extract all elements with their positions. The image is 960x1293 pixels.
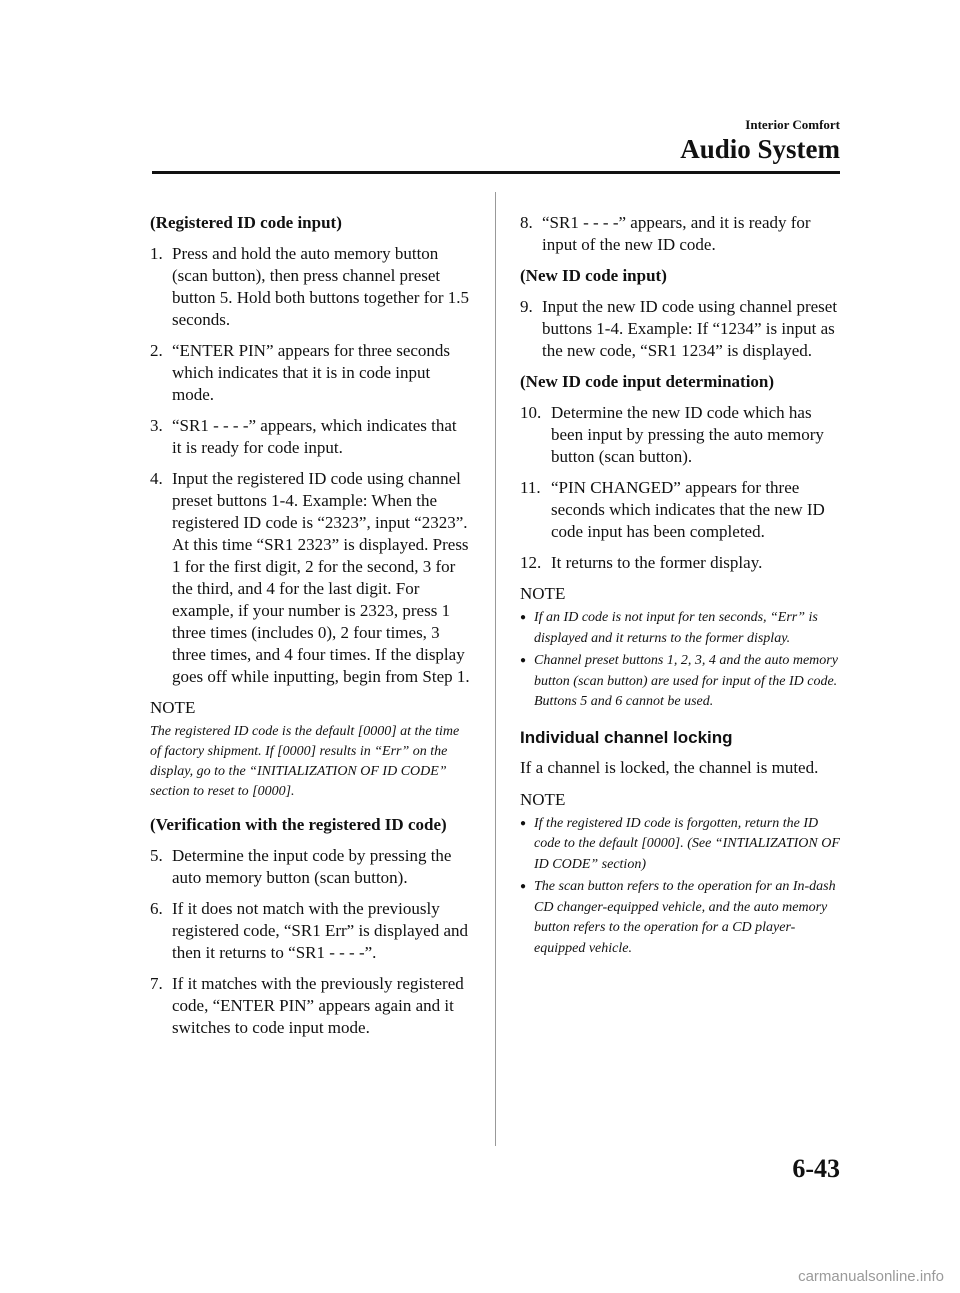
step-11 xyxy=(520,477,840,543)
step-text: “ENTER PIN” appears for three seconds which indicates that it is in code input mode. xyxy=(172,341,451,404)
step-1 xyxy=(150,243,470,331)
step-number: 4. xyxy=(150,469,163,488)
step-number: 5. xyxy=(150,846,163,865)
note-label: NOTE xyxy=(150,698,196,717)
step-10 xyxy=(520,402,840,468)
verification-heading: (Verification with the registered ID code) xyxy=(150,815,447,834)
header-section-label: Interior Comfort xyxy=(745,117,840,132)
note-text: The registered ID code is the default [0000] at the time of factory shipment. If [0000] results in “Err” on the display, go to the “INITIALIZATION OF ID CODE” section to reset to [0000]. xyxy=(150,724,460,799)
step-number: 8. xyxy=(520,213,533,232)
step-number: 11. xyxy=(520,478,541,497)
bullet-icon: ● xyxy=(520,881,527,892)
bullet-icon: ● xyxy=(520,655,527,666)
step-number: 7. xyxy=(150,974,163,993)
note-list xyxy=(520,608,840,713)
note-label: NOTE xyxy=(520,789,566,809)
note-item-text: Channel preset buttons 1, 2, 3, 4 and the auto memory button (scan button) are used for input of the ID code. Buttons 5 and 6 cannot be used. xyxy=(534,653,838,709)
step-7 xyxy=(150,973,470,1039)
step-text: Determine the input code by pressing the auto memory button (scan button). xyxy=(172,846,452,887)
note-item-text: If an ID code is not input for ten seconds, “Err” is displayed and it returns to the former display. xyxy=(534,610,818,646)
registered-id-heading: (Registered ID code input) xyxy=(150,213,342,232)
note-item xyxy=(520,651,840,713)
step-text: “SR1 - - - -” appears, which indicates that it is ready for code input. xyxy=(172,416,457,457)
bullet-icon: ● xyxy=(520,612,527,623)
step-6 xyxy=(150,898,470,964)
note-item xyxy=(520,877,840,959)
channel-locking-text: If a channel is locked, the channel is muted. xyxy=(520,757,819,777)
note-item xyxy=(520,608,840,649)
page-number: 6-43 xyxy=(792,1154,840,1183)
step-2 xyxy=(150,340,470,406)
determination-heading: (New ID code input determination) xyxy=(520,372,775,391)
step-12 xyxy=(520,552,840,574)
step-number: 6. xyxy=(150,899,163,918)
new-id-heading: (New ID code input) xyxy=(520,266,667,285)
note-list xyxy=(520,814,840,960)
step-text: It returns to the former display. xyxy=(551,553,763,572)
column-divider xyxy=(495,192,496,1146)
right-column xyxy=(520,212,840,971)
step-number: 2. xyxy=(150,341,163,360)
step-number: 3. xyxy=(150,416,163,435)
step-8 xyxy=(520,212,840,256)
channel-locking-heading: Individual channel locking xyxy=(520,727,733,747)
step-text: Determine the new ID code which has been input by pressing the auto memory button (scan button). xyxy=(551,403,824,466)
step-text: If it matches with the previously registered code, “ENTER PIN” appears again and it switches to code input mode. xyxy=(172,974,464,1037)
step-number: 10. xyxy=(520,403,542,422)
header-rule xyxy=(152,171,840,174)
step-text: Press and hold the auto memory button (scan button), then press channel preset button 5. Hold both buttons together for 1.5 seconds. xyxy=(172,244,470,329)
note-item xyxy=(520,814,840,876)
step-number: 12. xyxy=(520,553,542,572)
step-text: Input the new ID code using channel preset buttons 1-4. Example: If “1234” is input as the new code, “SR1 1234” is displayed. xyxy=(542,297,838,360)
note-item-text: If the registered ID code is forgotten, return the ID code to the default [0000]. (See “INTIALIZATION OF ID CODE” section) xyxy=(534,815,840,872)
left-column xyxy=(150,212,470,1048)
step-text: “SR1 - - - -” appears, and it is ready for input of the new ID code. xyxy=(542,213,811,254)
step-5 xyxy=(150,845,470,889)
step-text: Input the registered ID code using channel preset buttons 1-4. Example: When the registered ID code is “2323”, input “2323”. At this time “SR1 2323” is displayed. Press 1 for the first digit, 2 for the second, 3 for the third, and 4 for the last digit. For example, if your number is 2323, press 1 three times (includes 0), 2 four times, 3 three times, and 4 four times. If the display goes off while inputting, begin from Step 1. xyxy=(172,469,470,686)
step-number: 9. xyxy=(520,297,533,316)
note-item-text: The scan button refers to the operation for an In-dash CD changer-equipped vehicle, and the auto memory button refers to the operation for a CD player-equipped vehicle. xyxy=(534,879,836,956)
note-label: NOTE xyxy=(520,584,566,603)
step-number: 1. xyxy=(150,244,163,263)
page-header-title: Audio System xyxy=(680,134,840,164)
watermark: carmanualsonline.info xyxy=(798,1268,944,1285)
step-4 xyxy=(150,468,470,688)
step-3 xyxy=(150,415,470,459)
step-9 xyxy=(520,296,840,362)
step-text: If it does not match with the previously registered code, “SR1 Err” is displayed and then it returns to “SR1 - - - -”. xyxy=(172,899,468,962)
step-text: “PIN CHANGED” appears for three seconds which indicates that the new ID code input has been completed. xyxy=(551,478,825,541)
bullet-icon: ● xyxy=(520,817,527,829)
